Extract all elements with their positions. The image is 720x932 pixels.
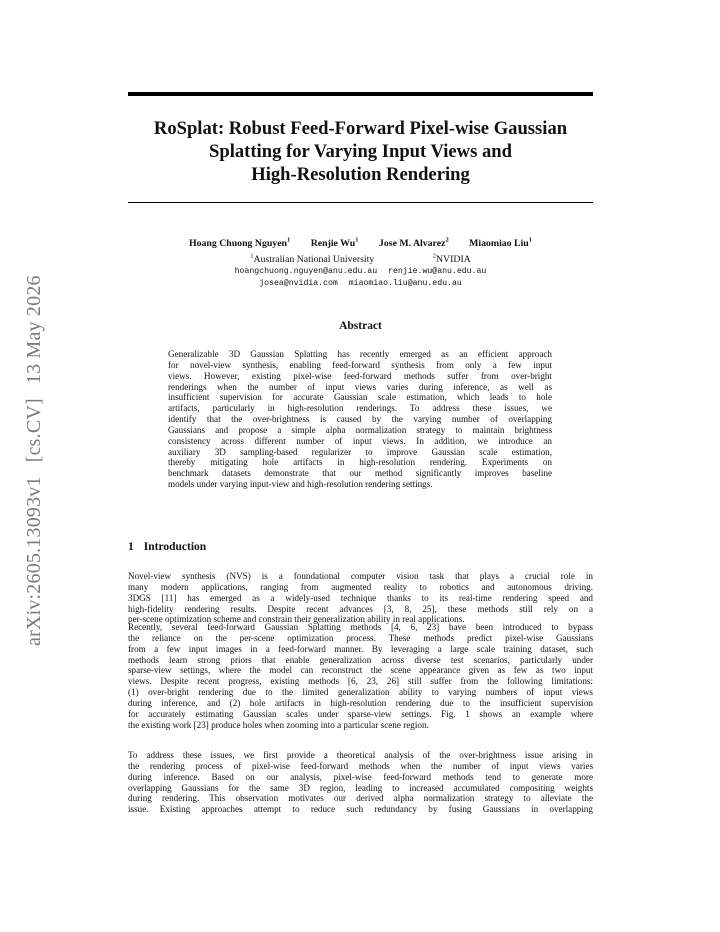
arxiv-date: 13 May 2026: [23, 275, 45, 385]
arxiv-id[interactable]: arXiv:2605.13093v1: [23, 476, 45, 646]
abstract-line: views. However, existing pixel-wise feed-forward methods suffer from over-bright: [168, 370, 552, 381]
affiliation-mark: 1: [287, 237, 291, 244]
paragraph-line: during inference. Based on our analysis, pixel-wise feed-forward methods tend to generate more: [128, 771, 593, 782]
paragraph-line: methods learn strong priors that enable generalization across diverse test scenarios, particularly under: [128, 654, 593, 665]
abstract-line: renderings when the number of input views varies during inference, as well as: [168, 381, 552, 392]
abstract-line: insufficient supervision for accurate Gaussian scale estimation, which leads to hole: [168, 392, 552, 403]
author: [469, 238, 532, 249]
title-line-2: Splatting for Varying Input Views and: [209, 141, 512, 162]
affiliation-mark: 2: [445, 237, 449, 244]
abstract-line: Generalizable 3D Gaussian Splatting has recently emerged as an efficient approach: [168, 349, 552, 359]
paragraph: [128, 571, 593, 625]
affiliation-mark: 1: [355, 237, 359, 244]
email-line-2: [128, 278, 593, 290]
affiliations: [128, 250, 593, 265]
paragraph-line: sparse-view settings, where the model can reconstruct the scene appearance given as few as two input: [128, 665, 593, 676]
paragraph-line: Recently, several feed-forward Gaussian Splatting methods [4, 6, 23] have been introduced to bypass: [128, 622, 593, 632]
affiliation-name: NVIDIA: [435, 253, 471, 265]
paragraph-line: per-scene optimization scheme and constrain their generalization ability in real applications.: [128, 614, 465, 625]
abstract-line: models under varying input-view and high-resolution rendering settings.: [168, 479, 433, 490]
abstract-line: for novel-view synthesis, enabling feed-forward synthesis from only a few input: [168, 359, 552, 370]
paragraph-line: the rendering process of pixel-wise feed-forward methods when the number of input views varies: [128, 760, 593, 771]
abstract-line: consistency across different number of input views. In addition, we introduce an: [168, 435, 552, 446]
paragraph-line: issue. Existing approaches attempt to reduce such redundancy by fusing Gaussians in overlapping: [128, 804, 593, 815]
paragraph-line: To address these issues, we first provide a theoretical analysis of the over-brightness issue arising in: [128, 750, 593, 760]
affiliation: [250, 254, 374, 265]
paragraph: [128, 622, 593, 730]
title-line-3: High-Resolution Rendering: [251, 164, 470, 185]
author-block: [128, 235, 593, 290]
paragraph-line: overlapping Gaussians for the same 3D region, leading to increased accumulated compositing weights: [128, 782, 593, 793]
abstract-line: thereby mitigating hole artifacts in high-resolution rendering. Experiments on: [168, 457, 552, 468]
paragraph-line: many modern applications, ranging from augmented reality to robotics and autonomous driving.: [128, 581, 593, 592]
author-name: Hoang Chuong Nguyen: [189, 238, 287, 250]
abstract-line: artifacts, particularly in high-resolution renderings. To address these issues, we: [168, 403, 552, 414]
paragraph-line: for accurately estimating Gaussian scales under sparse-view settings. Fig. 1 shows an example where: [128, 708, 593, 719]
section-heading: [128, 541, 206, 553]
paragraph-line: high-fidelity rendering results. Despite recent advances [3, 8, 25], these methods still rely on a: [128, 603, 593, 614]
abstract-heading: Abstract: [339, 320, 382, 332]
paragraph-line: views. Despite recent progress, existing methods [6, 23, 26] still suffer from the following limitations:: [128, 676, 593, 687]
title-bottom-rule: [128, 202, 593, 203]
abstract-line: Gaussians and propose a simple alpha normalization strategy to maintain brightness: [168, 424, 552, 435]
abstract-body: [168, 349, 552, 490]
affiliation-name: Australian National University: [253, 253, 375, 265]
paragraph-line: from a few input images in a feed-forward manner. By leveraging a large scale training dataset, such: [128, 643, 593, 654]
affiliation-mark: 1: [528, 237, 532, 244]
paragraph-line: (1) over-bright rendering due to the limited generalization ability to varying numbers of input views: [128, 687, 593, 698]
title-line-1: RoSplat: Robust Feed-Forward Pixel-wise Gaussian: [153, 118, 568, 139]
author-list: [128, 235, 593, 250]
paragraph-line: the existing work [23] produce holes when zooming into a particular scene region.: [128, 719, 429, 730]
paragraph-line: the reliance on the per-scene optimization process. These methods predict pixel-wise Gaussians: [128, 632, 593, 643]
arxiv-category: [cs.CV]: [23, 398, 45, 463]
paragraph: [128, 750, 593, 815]
section-title: Introduction: [143, 541, 207, 553]
section-number: 1: [128, 541, 134, 553]
author: [311, 238, 359, 249]
email[interactable]: renjie.wu@anu.edu.au: [388, 266, 487, 276]
abstract-line: benchmark datasets demonstrate that our method significantly improves baseline: [168, 468, 552, 479]
paragraph-line: Novel-view synthesis (NVS) is a foundational computer vision task that plays a crucial role in: [128, 571, 593, 581]
email-line-1: [128, 266, 593, 278]
affiliation-mark: 1: [250, 252, 254, 260]
author-name: Renjie Wu: [310, 238, 356, 250]
paper-title: [128, 117, 593, 186]
arxiv-stamp: [23, 261, 46, 646]
paragraph-line: during inference, and (2) hole artifacts in high-resolution rendering due to the insufficient supervision: [128, 697, 593, 708]
email[interactable]: hoangchuong.nguyen@anu.edu.au: [234, 266, 378, 276]
abstract-line: identify that the over-brightness is caused by the varying number of overlapping: [168, 414, 552, 425]
author: [379, 238, 449, 249]
title-top-rule: [128, 92, 593, 96]
affiliation-mark: 2: [432, 252, 436, 260]
paragraph-line: during rendering. This observation motivates our derived alpha normalization strategy to alleviate the: [128, 793, 593, 804]
affiliation: [433, 254, 471, 265]
author-name: Jose M. Alvarez: [378, 238, 446, 250]
email[interactable]: miaomiao.liu@anu.edu.au: [348, 278, 462, 288]
abstract-line: auxiliary 3D sampling-based regularizer to improve Gaussian scale estimation,: [168, 446, 552, 457]
author: [189, 238, 290, 249]
email[interactable]: josea@nvidia.com: [259, 278, 338, 288]
paragraph-line: 3DGS [11] has emerged as a widely-used technique thanks to its real-time rendering speed and: [128, 592, 593, 603]
author-name: Miaomiao Liu: [469, 238, 529, 250]
